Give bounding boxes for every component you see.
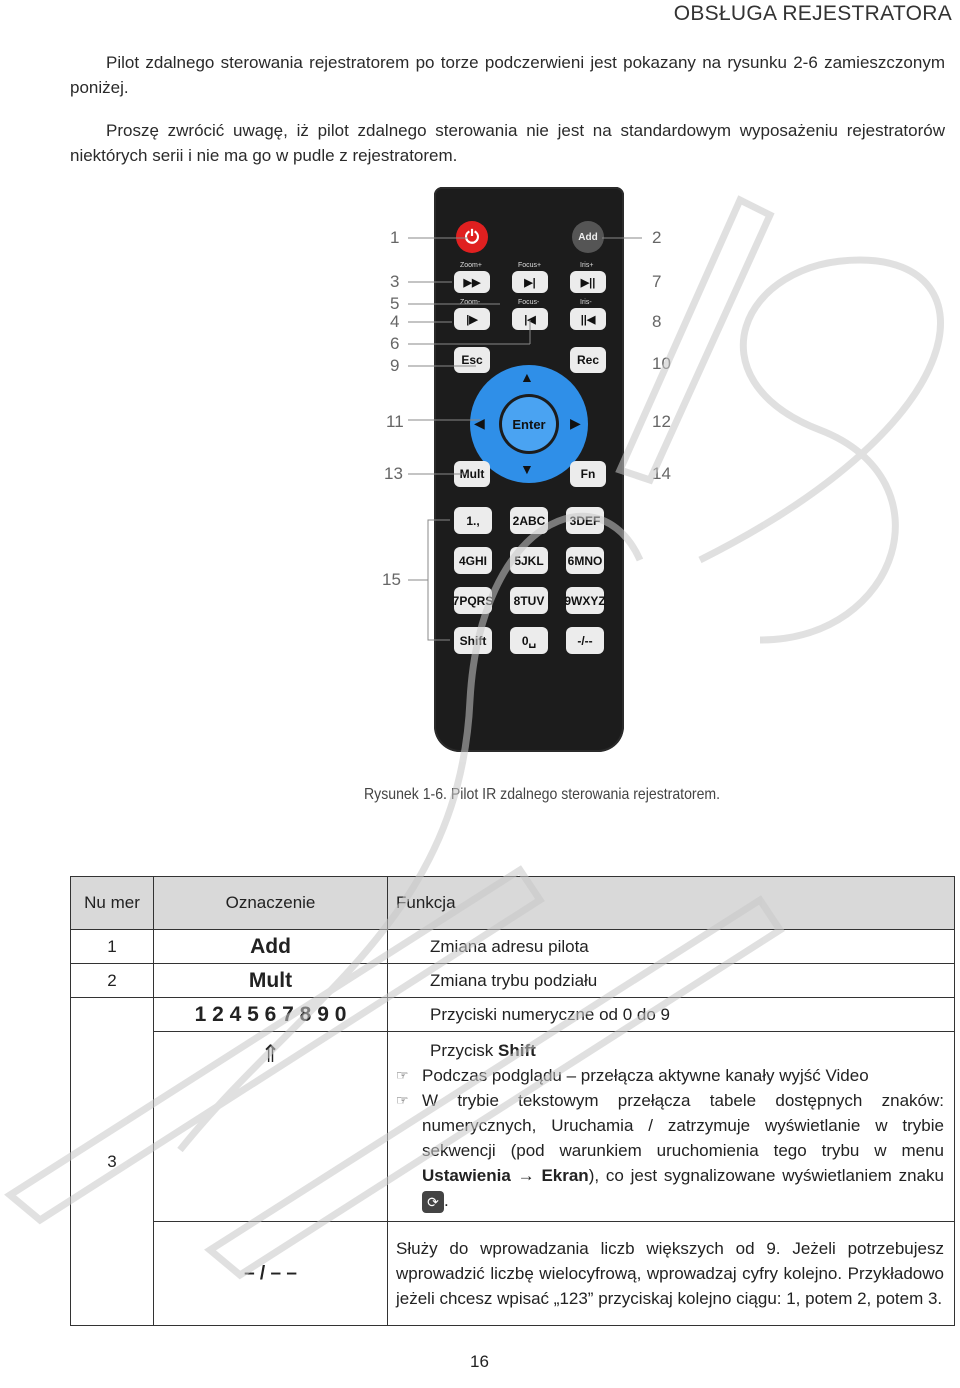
row-number: 1 [71,930,154,964]
callout-4: 4 [390,312,400,331]
table-header-row [71,877,955,930]
mult-button: Mult [454,461,490,487]
right-arrow-icon: ▶ [570,415,581,431]
callout-14: 14 [652,464,671,483]
power-button: ⏻ [456,221,488,253]
figure-caption: Rysunek 1-6. Pilot IR zdalnego sterowania rejestratorem. [364,786,721,803]
header-number: Nu mer [71,877,154,930]
key-7: 7PQRS [454,587,492,614]
row-function: Przyciski numeryczne od 0 do 9 [388,998,955,1032]
key-8: 8TUV [510,587,548,614]
row-mark: – / – – [154,1222,388,1326]
fast-forward-icon: ▶▶ [454,271,490,293]
note-paragraph: Proszę zwrócić uwagę, iż pilot zdalnego sterowania nie jest na standardowym wyposażeniu rejestratorów niektórych serii i nie ma go w pudle z rejestratorem. [70,121,945,165]
row-mark: 1 2 4 5 6 7 8 9 0 [154,998,388,1032]
enter-button: Enter [502,397,556,451]
callout-6: 6 [390,334,400,353]
list-item: ☞ Podczas podglądu – przełącza aktywne kanały wyjść Video [396,1063,944,1088]
row-mark: Mult [154,964,388,998]
page-number: 16 [470,1352,489,1371]
play-pause-icon: ▶|| [570,271,606,293]
iris-plus-label: Iris+ [580,262,594,269]
left-arrow-icon: ◀ [474,415,485,431]
page-header: OBSŁUGA REJESTRATORA [673,2,952,25]
shift-title: Przycisk Shift [430,1041,536,1060]
list-item: ☞ W trybie tekstowym przełącza tabele dostępnych znaków: numerycznych, Uruchamia / zatrzymuje wyświetlanie w trybie sekwencji (pod warunkiem uruchomienia tego trybu w menu Ustawienia → Ekran), co jest sygnalizowane wyświetlaniem znaku ⟳ . [396,1088,944,1213]
fn-button: Fn [570,461,606,487]
header-mark: Oznaczenie [154,877,388,930]
pointing-hand-icon: ☞ [396,1092,409,1108]
add-button: Add [572,221,604,253]
zoom-plus-label: Zoom+ [460,262,482,269]
header-function: Funkcja [388,877,955,930]
down-arrow-icon: ▼ [520,461,534,477]
focus-minus-label: Focus- [518,299,540,306]
key-6: 6MNO [566,547,604,574]
key-5: 5JKL [510,547,548,574]
table-row [71,930,955,964]
table-row [71,998,955,1032]
table-row [71,1222,955,1326]
focus-plus-label: Focus+ [518,262,542,269]
table-row [71,1032,955,1222]
callout-2: 2 [652,228,662,247]
callout-13: 13 [384,464,403,483]
intro-paragraph: Pilot zdalnego sterowania rejestratorem po torze podczerwieni jest pokazany na rysunku 2-6 zamieszczonym poniżej. [70,53,945,97]
esc-button: Esc [454,347,490,373]
callout-5: 5 [390,294,400,313]
key-9: 9WXYZ [566,587,604,614]
callout-lines [380,220,680,650]
table-row [71,964,955,998]
shift-description [388,1032,955,1222]
row-mark: Add [154,930,388,964]
row-number: 3 [71,998,154,1326]
key-dash: -/-- [566,627,604,654]
callout-12: 12 [652,412,671,431]
row-function: Służy do wprowadzania liczb większych od 9. Jeżeli potrzebujesz wprowadzić liczbę wielocyfrową, wprowadzaj cyfry kolejno. Przykładowo jeżeli chcesz wpisać „123” przyciskaj kolejno ciągu: 1, potem 2, potem 3. [388,1222,955,1326]
callout-7: 7 [652,272,662,291]
up-arrow-icon: ▲ [520,369,534,385]
reverse-play-icon: ||◀ [570,308,606,330]
rec-button: Rec [570,347,606,373]
shift-arrow-icon: ⇑ [154,1032,388,1222]
callout-1: 1 [390,228,400,247]
row-number: 2 [71,964,154,998]
key-shift: Shift [454,627,492,654]
iris-minus-label: Iris- [580,299,592,306]
callout-8: 8 [652,312,662,331]
zoom-minus-label: Zoom- [460,299,481,306]
key-3: 3DEF [566,507,604,534]
key-4: 4GHI [454,547,492,574]
sequence-icon: ⟳ [422,1191,444,1213]
key-2: 2ABC [510,507,548,534]
callout-15: 15 [382,570,401,589]
step-back-icon: |◀ [512,308,548,330]
function-table [70,876,955,1326]
key-0: 0␣ [510,627,548,654]
callout-11: 11 [386,412,404,431]
callout-9: 9 [390,356,400,375]
row-function: Zmiana trybu podziału [388,964,955,998]
step-forward-icon: ▶| [512,271,548,293]
slow-play-icon: |▶ [454,308,490,330]
pointing-hand-icon: ☞ [396,1067,409,1083]
callout-10: 10 [652,354,671,373]
callout-3: 3 [390,272,400,291]
key-1: 1., [454,507,492,534]
row-function: Zmiana adresu pilota [388,930,955,964]
